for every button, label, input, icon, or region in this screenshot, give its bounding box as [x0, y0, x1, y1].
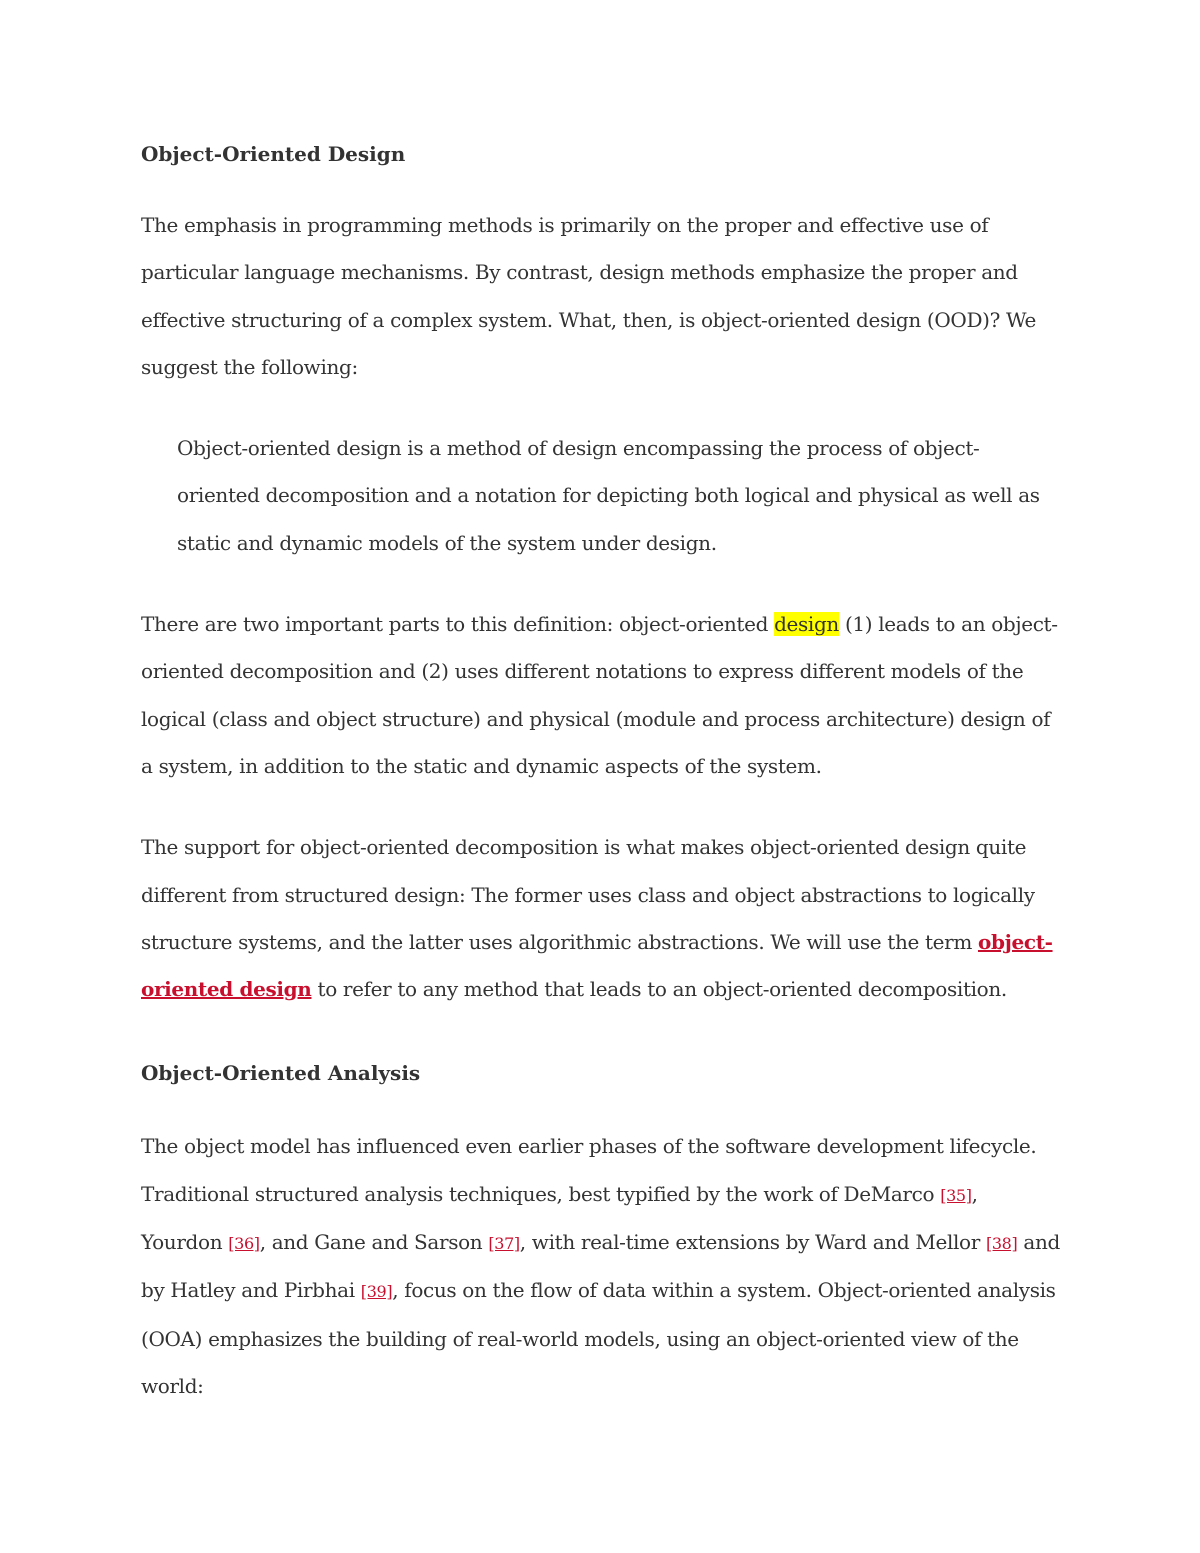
paragraph-text: , and Gane and Sarson [259, 1230, 489, 1255]
citation-link-36[interactable]: [36] [228, 1234, 260, 1254]
paragraph-text: and by Hatley and Pirbhai [141, 1230, 1060, 1303]
document-page [141, 126, 1061, 1444]
paragraph-text: (1) leads to an object-oriented decomposition and (2) uses different notations to express different models of the logical (class and object structure) and physical (module and process architecture) design of a system, in addition to the static and dynamic aspects of the system. [141, 612, 1058, 778]
citation-link-39[interactable]: [39] [360, 1282, 393, 1302]
definition-blockquote: Object-oriented design is a method of design encompassing the process of object-oriented decomposition and a notation for depicting both logical and physical as well as static and dynamic models of the system under design. [177, 436, 1040, 555]
section-heading-ood: Object-Oriented Design [141, 142, 406, 166]
paragraph-definition-parts [141, 601, 1061, 790]
paragraph-programming-methods: The emphasis in programming methods is primarily on the proper and effective use of particular language mechanisms. By contrast, design methods emphasize the proper and effective structuring of a complex system. What, then, is object-oriented design (OOD)? We suggest the following: [141, 213, 1037, 379]
citation-link-35[interactable]: [35] [940, 1185, 972, 1205]
paragraph-text: There are two important parts to this definition: object-oriented [141, 612, 775, 637]
paragraph-text: , with real-time extensions by Ward and Mellor [519, 1230, 986, 1255]
highlighted-word: design [774, 612, 839, 637]
paragraph-object-model-influence [141, 1123, 1061, 1410]
paragraph-text: The support for object-oriented decomposition is what makes object-oriented design quite different from structured design: The former uses class and object abstractions to logically structure systems, and the latter uses algorithmic abstractions. We will use the term [141, 835, 1035, 954]
section-heading-ooa: Object-Oriented Analysis [141, 1061, 421, 1086]
citation-link-37[interactable]: [37] [488, 1234, 520, 1254]
paragraph-text: to refer to any method that leads to an object-oriented decomposition. [311, 977, 1007, 1002]
paragraph-decomposition-support [141, 824, 1061, 1013]
citation-link-38[interactable]: [38] [985, 1234, 1018, 1254]
paragraph-text: , focus on the flow of data within a system. Object-oriented analysis (OOA) emphasizes the building of real-world models, using an object-oriented view of the world: [141, 1278, 1056, 1398]
paragraph-text: The object model has influenced even earlier phases of the software development lifecycle. Traditional structured analysis techniques, best typified by the work of DeMarco [141, 1134, 1037, 1206]
paragraph-text: , Yourdon [141, 1181, 978, 1255]
glossary-link-ood[interactable]: object-oriented design [141, 929, 1053, 1002]
